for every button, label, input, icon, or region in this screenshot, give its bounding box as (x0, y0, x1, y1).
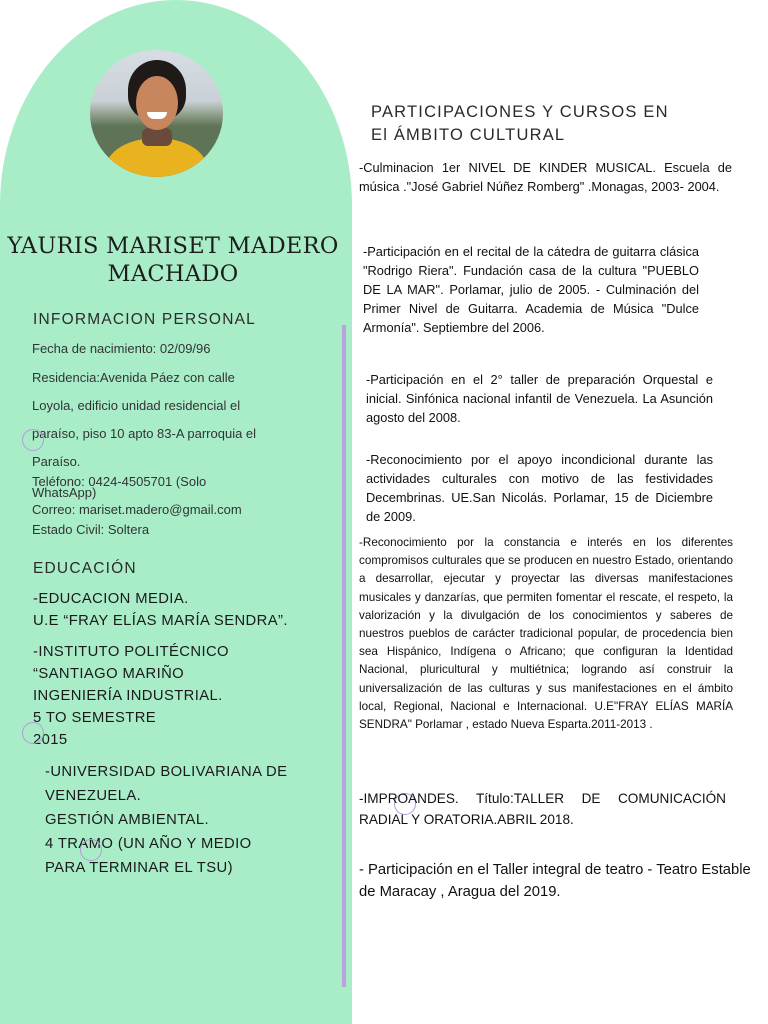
cultural-item: -IMPROANDES. Título:TALLER DE COMUNICACIÓN RADIAL Y ORATORIA.ABRIL 2018. (359, 791, 726, 827)
education-line: -INSTITUTO POLITÉCNICO (33, 644, 229, 660)
education-line: VENEZUELA. (45, 788, 142, 804)
cultural-item: -Reconocimiento por la constancia e interés en los diferentes compromisos culturales que se producen en nuestro Estado, orientando a desarrollar, ejecutar y proyectar las diversas manifestaciones musicales y danzarías, que permiten fomentar el rescate, el respeto, la valorización y la divulgación de los conocimientos y saberes de nuestros pueblos de carácter tradicional popular, de procedencia bien sea Hispánico, Indígena o Africano; que configuran la Identidad Nacional, pluricultural y multiétnica; logrando así construir la universalización de las culturas y sus manifestaciones en el ámbito local, Regional, Nacional e Internacional. U.E"FRAY ELÍAS MARÍA SENDRA" Porlamar , estado Nueva Esparta.2011-2013 . (359, 536, 733, 732)
education-line: -UNIVERSIDAD BOLIVARIANA DE (45, 764, 288, 780)
education-line: U.E “FRAY ELÍAS MARÍA SENDRA”. (33, 613, 288, 629)
cultural-heading-line: El ÁMBITO CULTURAL (371, 126, 566, 144)
cultural-item: -Participación en el recital de la cátedra de guitarra clásica "Rodrigo Riera". Fundación casa de la cultura "PUEBLO DE LA MAR". Porlamar, julio de 2005. - Culminación del Primer Nivel de Guitarra. Academia de Música "Dulce Armonía". Septiembre del 2006. (363, 244, 699, 335)
cultural-heading-line: PARTICIPACIONES Y CURSOS EN (371, 103, 669, 121)
education-line: INGENIERÍA INDUSTRIAL. (33, 688, 223, 704)
residence-line-4: Paraíso. (32, 454, 81, 469)
education-line: “SANTIAGO MARIÑO (33, 666, 185, 682)
education-line: GESTIÓN AMBIENTAL. (45, 812, 209, 828)
education-line: PARA TERMINAR EL TSU) (45, 860, 233, 876)
education-entry-university (45, 760, 287, 880)
decorative-circle (22, 429, 44, 451)
cultural-heading (371, 101, 669, 147)
cultural-item: -Reconocimiento por el apoyo incondicional durante las actividades culturales con motivo de las festividades Decembrinas. UE.San Nicolás. Porlamar, 15 de Diciembre de 2009. (366, 452, 713, 524)
education-line: -EDUCACION MEDIA. (33, 591, 189, 607)
education-entry-secondary (33, 588, 288, 632)
profile-photo (90, 50, 223, 177)
cultural-item: - Participación en el Taller integral de teatro - Teatro Estable de Maracay , Aragua del 2019. (359, 862, 751, 900)
education-line: 4 TRAMO (UN AÑO Y MEDIO (45, 836, 252, 852)
person-name: YAURIS MARISET MADERO MACHADO (7, 233, 339, 287)
phone-note: WhatsApp) (32, 485, 97, 500)
residence-line-3: paraíso, piso 10 apto 83-A parroquia el (32, 426, 257, 441)
residence-line-2: Loyola, edificio unidad residencial el (32, 398, 241, 413)
cultural-item: -Culminacion 1er NIVEL DE KINDER MUSICAL. Escuela de música ."José Gabriel Núñez Romberg" .Monagas, 2003- 2004. (359, 160, 732, 194)
decorative-circle (80, 839, 102, 861)
education-line: 5 TO SEMESTRE (33, 710, 157, 726)
decorative-circle (22, 722, 44, 744)
personal-info-heading: INFORMACION PERSONAL (33, 311, 256, 328)
email: Correo: mariset.madero@gmail.com (32, 502, 242, 517)
birth-date: Fecha de nacimiento: 02/09/96 (32, 341, 211, 356)
phone: Teléfono: 0424-4505701 (Solo (32, 474, 207, 489)
residence-line-1: Residencia:Avenida Páez con calle (32, 370, 235, 385)
education-entry-polytechnic (33, 641, 229, 751)
education-line: 2015 (33, 732, 68, 748)
vertical-divider (342, 325, 346, 987)
cultural-item: -Participación en el 2° taller de preparación Orquestal e inicial. Sinfónica nacional infantil de Venezuela. La Asunción agosto del 2008. (366, 372, 713, 425)
education-heading: EDUCACIÓN (33, 560, 137, 577)
civil-status: Estado Civil: Soltera (32, 522, 150, 537)
